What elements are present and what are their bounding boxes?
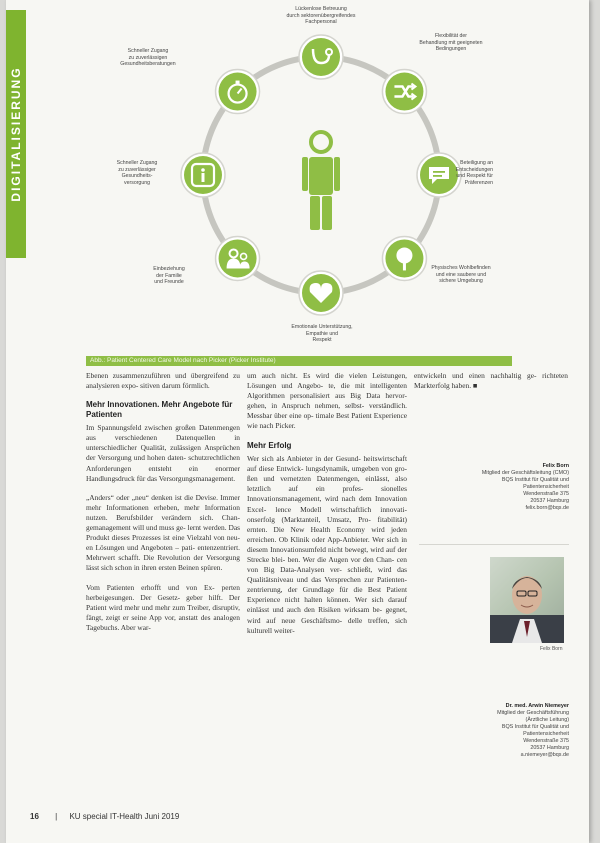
node-label-line: und Respekt für — [456, 173, 493, 180]
author-detail-line: Mitglied der Geschäftsleitung (CMO) — [481, 470, 569, 476]
author-detail-line: a.niemeyer@bqs.de — [520, 752, 569, 758]
text-column-2 — [247, 371, 407, 645]
node-label-line: Physisches Wohlbefinden — [431, 265, 491, 271]
node-label-line: zu zuverlässigen — [128, 54, 168, 61]
figure-caption: Abb.: Patient Centered Care Model nach Picker (Picker Institute) — [86, 356, 512, 366]
paragraph: entwickeln und einen nachhaltig ge- richteten Markterfolg haben. ■ — [414, 371, 568, 391]
paragraph: „Anders“ oder „neu“ denken ist die Devise. Immer mehr Informationen erheben, mehr Information nutzen. Berufsbilder verändern sich. Chan- gemanagement will und muss ge- lernt werden. Das Produkt dieses Prozesses ist eine Vielzahl von neu- en Lösungen und Angeboten – pati- entenzentriert. Mehrwert schafft. Die Revolution der Versorgung lässt sich schon in ihren ersten Beinen spüren. — [86, 492, 240, 573]
section-heading: Mehr Innovationen. Mehr Angebote für Patienten — [86, 400, 233, 419]
node-label — [106, 160, 168, 186]
shuffle-icon — [382, 70, 426, 114]
node-label-line: Fachpersonal — [305, 19, 337, 26]
node-label-line: zu zuverlässiger — [118, 166, 156, 173]
author-photo — [490, 557, 564, 643]
divider — [419, 544, 569, 545]
node-label-line: Gesundheitsberatungen — [120, 61, 176, 68]
author-box-2 — [419, 703, 569, 759]
heart-icon — [299, 271, 343, 315]
node-label-line: versorgung — [124, 179, 150, 186]
author-detail-line: Patientensicherheit — [523, 731, 569, 737]
people-icon — [216, 236, 260, 280]
node-label-line: Beteiligung an — [460, 160, 493, 166]
page-footer — [30, 812, 179, 821]
section-heading: Mehr Erfolg — [247, 440, 292, 450]
text-column-3 — [414, 371, 568, 400]
author-detail-line: BQS Institut für Qualität und — [501, 477, 569, 483]
node-label — [141, 266, 197, 286]
author-detail-line: Wendenstraße 375 — [523, 491, 569, 497]
node-label-line: Schneller Zugang — [116, 160, 158, 166]
node-label-line: durch sektorenübergreifendes — [286, 12, 356, 19]
author-detail-line: Mitglied der Geschäftsführung — [497, 710, 569, 716]
node-label-line: Respekt — [312, 337, 332, 344]
author-detail-line: 20537 Hamburg — [530, 498, 569, 504]
node-label — [416, 33, 486, 53]
photo-caption: Felix Born — [540, 646, 563, 652]
author-detail-line: BQS Institut für Qualität und — [501, 724, 569, 730]
author-detail-line: felix.born@bqs.de — [525, 505, 569, 511]
patient-care-model-figure — [86, 0, 512, 356]
section-tab — [6, 10, 26, 258]
author-detail-line: Patientensicherheit — [523, 484, 569, 490]
info-icon — [181, 153, 225, 197]
node-label-line: sichere Umgebung — [439, 278, 483, 285]
text-column-1 — [86, 371, 240, 642]
author-box-1 — [419, 463, 569, 512]
node-label — [108, 48, 188, 68]
node-label — [291, 324, 353, 344]
tree-icon — [382, 236, 426, 280]
author-name: Felix Born — [542, 463, 569, 469]
paragraph: Wer sich als Anbieter in der Gesund- heitswirtschaft auf diese Entwick- lungsdynamik, umgeben von gro- ßen und vernetzten Datenmengen, einlässt, also letztlich auf ein profes- sionelles Innovationsmanagement, wird nach dem Innovation Excel- lence Modell wirtschaftlich innovati- onserfolg (Marktanteil, Umsatz, Pro- fitabilität) ernten. Die New Health Economy wird jeden erreichen. Ob Klinik oder App-Anbieter. Wer sich in diesem Innovationsumfeld nicht bewegt, wird auf der Strecke blei- ben. Wer die Augen vor den Chan- cen von Big Data-Analysen ver- schließt, wird das Qualitätsniveau und das Versprechen zur Patienten- zentrierung, der Grundlage für die Best Patient Experience nicht halten können. Wer sich darauf einlässt und auch den Risiken wirksam be- gegnet, wird auf neue Geschäftsmo- delle treffen, sich kulturell weiter- — [247, 454, 407, 635]
node-label-line: und eine saubere und — [435, 271, 487, 278]
person-icon — [302, 132, 340, 230]
paragraph: Ebenen zusammenzuführen und übergreifend zu analysieren expo- sitiven darum förmlich. — [86, 371, 240, 391]
node-label-line: Entscheidungen — [455, 166, 493, 173]
node-label-line: Behandlung mit geeigneten — [419, 39, 483, 46]
paragraph: um auch nicht. Es wird die vielen Leistungen, Lösungen und Angebo- te, die mit intelligenten Algorithmen personalisiert aus Big Data hervor- gehen, in Anspruch nehmen, selbst- verständlich. Messbar über eine op- timale Best Patient Experience wie nach Picker. — [247, 371, 407, 431]
stethoscope-icon — [299, 35, 343, 79]
node-label-line: der Familie — [156, 272, 182, 279]
node-label-line: Empathie und — [305, 330, 338, 337]
paragraph: Im Spannungsfeld zwischen großen Datenmengen aus verschiedenen Datenquellen in unterschiedlicher Qualität, zulässigen Ansprüchen der Versorgung und hohen daten- schutzrechtlichen Anforderungen entsteht ein enormer Handlungsdruck für das Versorgungsmanagement. — [86, 423, 240, 483]
section-tab-label: DIGITALISIERUNG — [9, 66, 23, 202]
paragraph: Vom Patienten erhofft und von Ex- perten herbeigesungen. Der Gesetz- geber hilft. Der Patient wird mehr und mehr zum Treiber, disruptiv, fängt, zeigt er seine App vor, anstatt des analogen Tagebuchs. Aber war- — [86, 582, 240, 632]
author-detail-line: (Ärztliche Leitung) — [525, 717, 569, 723]
issue-info: KU special IT-Health Juni 2019 — [69, 812, 180, 821]
stopwatch-icon — [216, 70, 260, 114]
node-label — [421, 265, 501, 285]
node-label-line: Emotionale Unterstützung, — [291, 324, 353, 330]
author-detail-line: Wendenstraße 375 — [523, 738, 569, 744]
node-label — [431, 160, 493, 186]
footer-separator: | — [55, 812, 58, 821]
page-number: 16 — [30, 812, 39, 821]
node-label-line: Lückenlose Betreuung — [295, 6, 347, 12]
node-label-line: Schneller Zugang — [127, 48, 169, 54]
node-label-line: und Freunde — [154, 279, 184, 286]
node-label-line: Bedingungen — [435, 46, 467, 53]
node-label-line: Flexibilität der — [434, 33, 467, 39]
node-label-line: Präferenzen — [464, 179, 493, 186]
node-label-line: Einbeziehung — [153, 266, 185, 272]
node-label — [281, 6, 361, 26]
node-label-line: Gesundheits- — [121, 173, 153, 180]
author-detail-line: 20537 Hamburg — [530, 745, 569, 751]
author-name: Dr. med. Arwin Niemeyer — [505, 703, 569, 709]
